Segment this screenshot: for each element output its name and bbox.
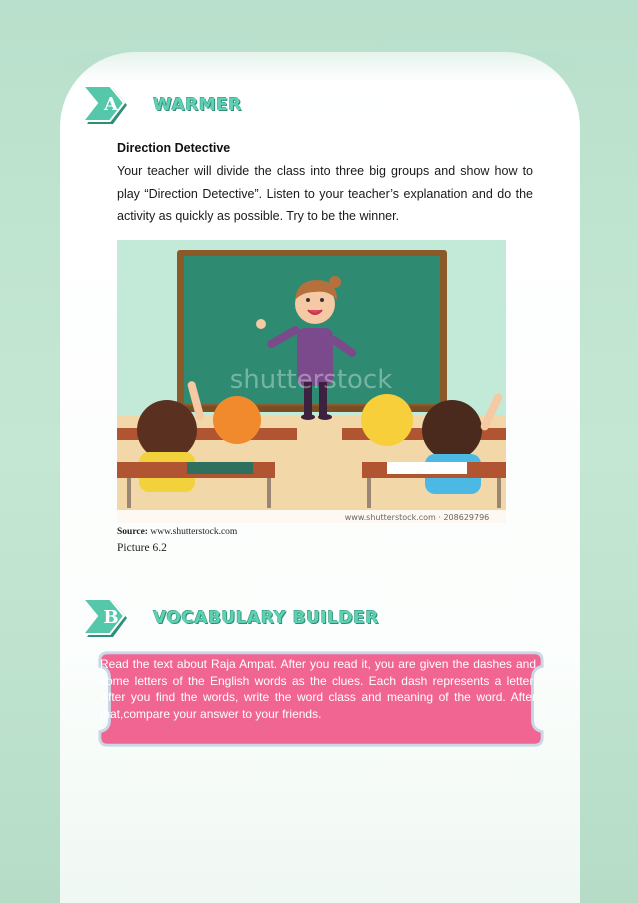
image-source — [117, 527, 237, 537]
image-footer-text: www.shutterstock.com · 208629796 — [344, 513, 490, 522]
classroom-illustration — [117, 240, 506, 523]
section-b-badge-letter: B — [103, 606, 119, 628]
source-url: www.shutterstock.com — [150, 527, 238, 537]
section-a-title: WARMER — [153, 95, 242, 115]
instruction-text: Read the text about Raja Ampat. After you read it, you are given the dashes and some letters of the English words as the clues. Each dash represents a letter. After you find the words, write the word class and meaning of the word. After that,compare your answer to your friends. — [100, 657, 536, 721]
section-b-badge — [91, 597, 141, 637]
section-b-title: VOCABULARY BUILDER — [153, 608, 379, 628]
picture-caption: Picture 6.2 — [117, 542, 167, 554]
section-a-badge — [91, 84, 141, 124]
activity-subtitle: Direction Detective — [117, 141, 231, 155]
card-top-shade — [60, 52, 580, 82]
activity-paragraph: Your teacher will divide the class into three big groups and show how to play “Direction Detective”. Listen to your teacher’s explanation and do the activity as quickly as possible. Try to be the winner. — [117, 164, 533, 223]
source-label: Source: — [117, 527, 148, 537]
watermark-text: shutterstock — [229, 365, 393, 395]
section-a-badge-letter: A — [104, 93, 118, 115]
